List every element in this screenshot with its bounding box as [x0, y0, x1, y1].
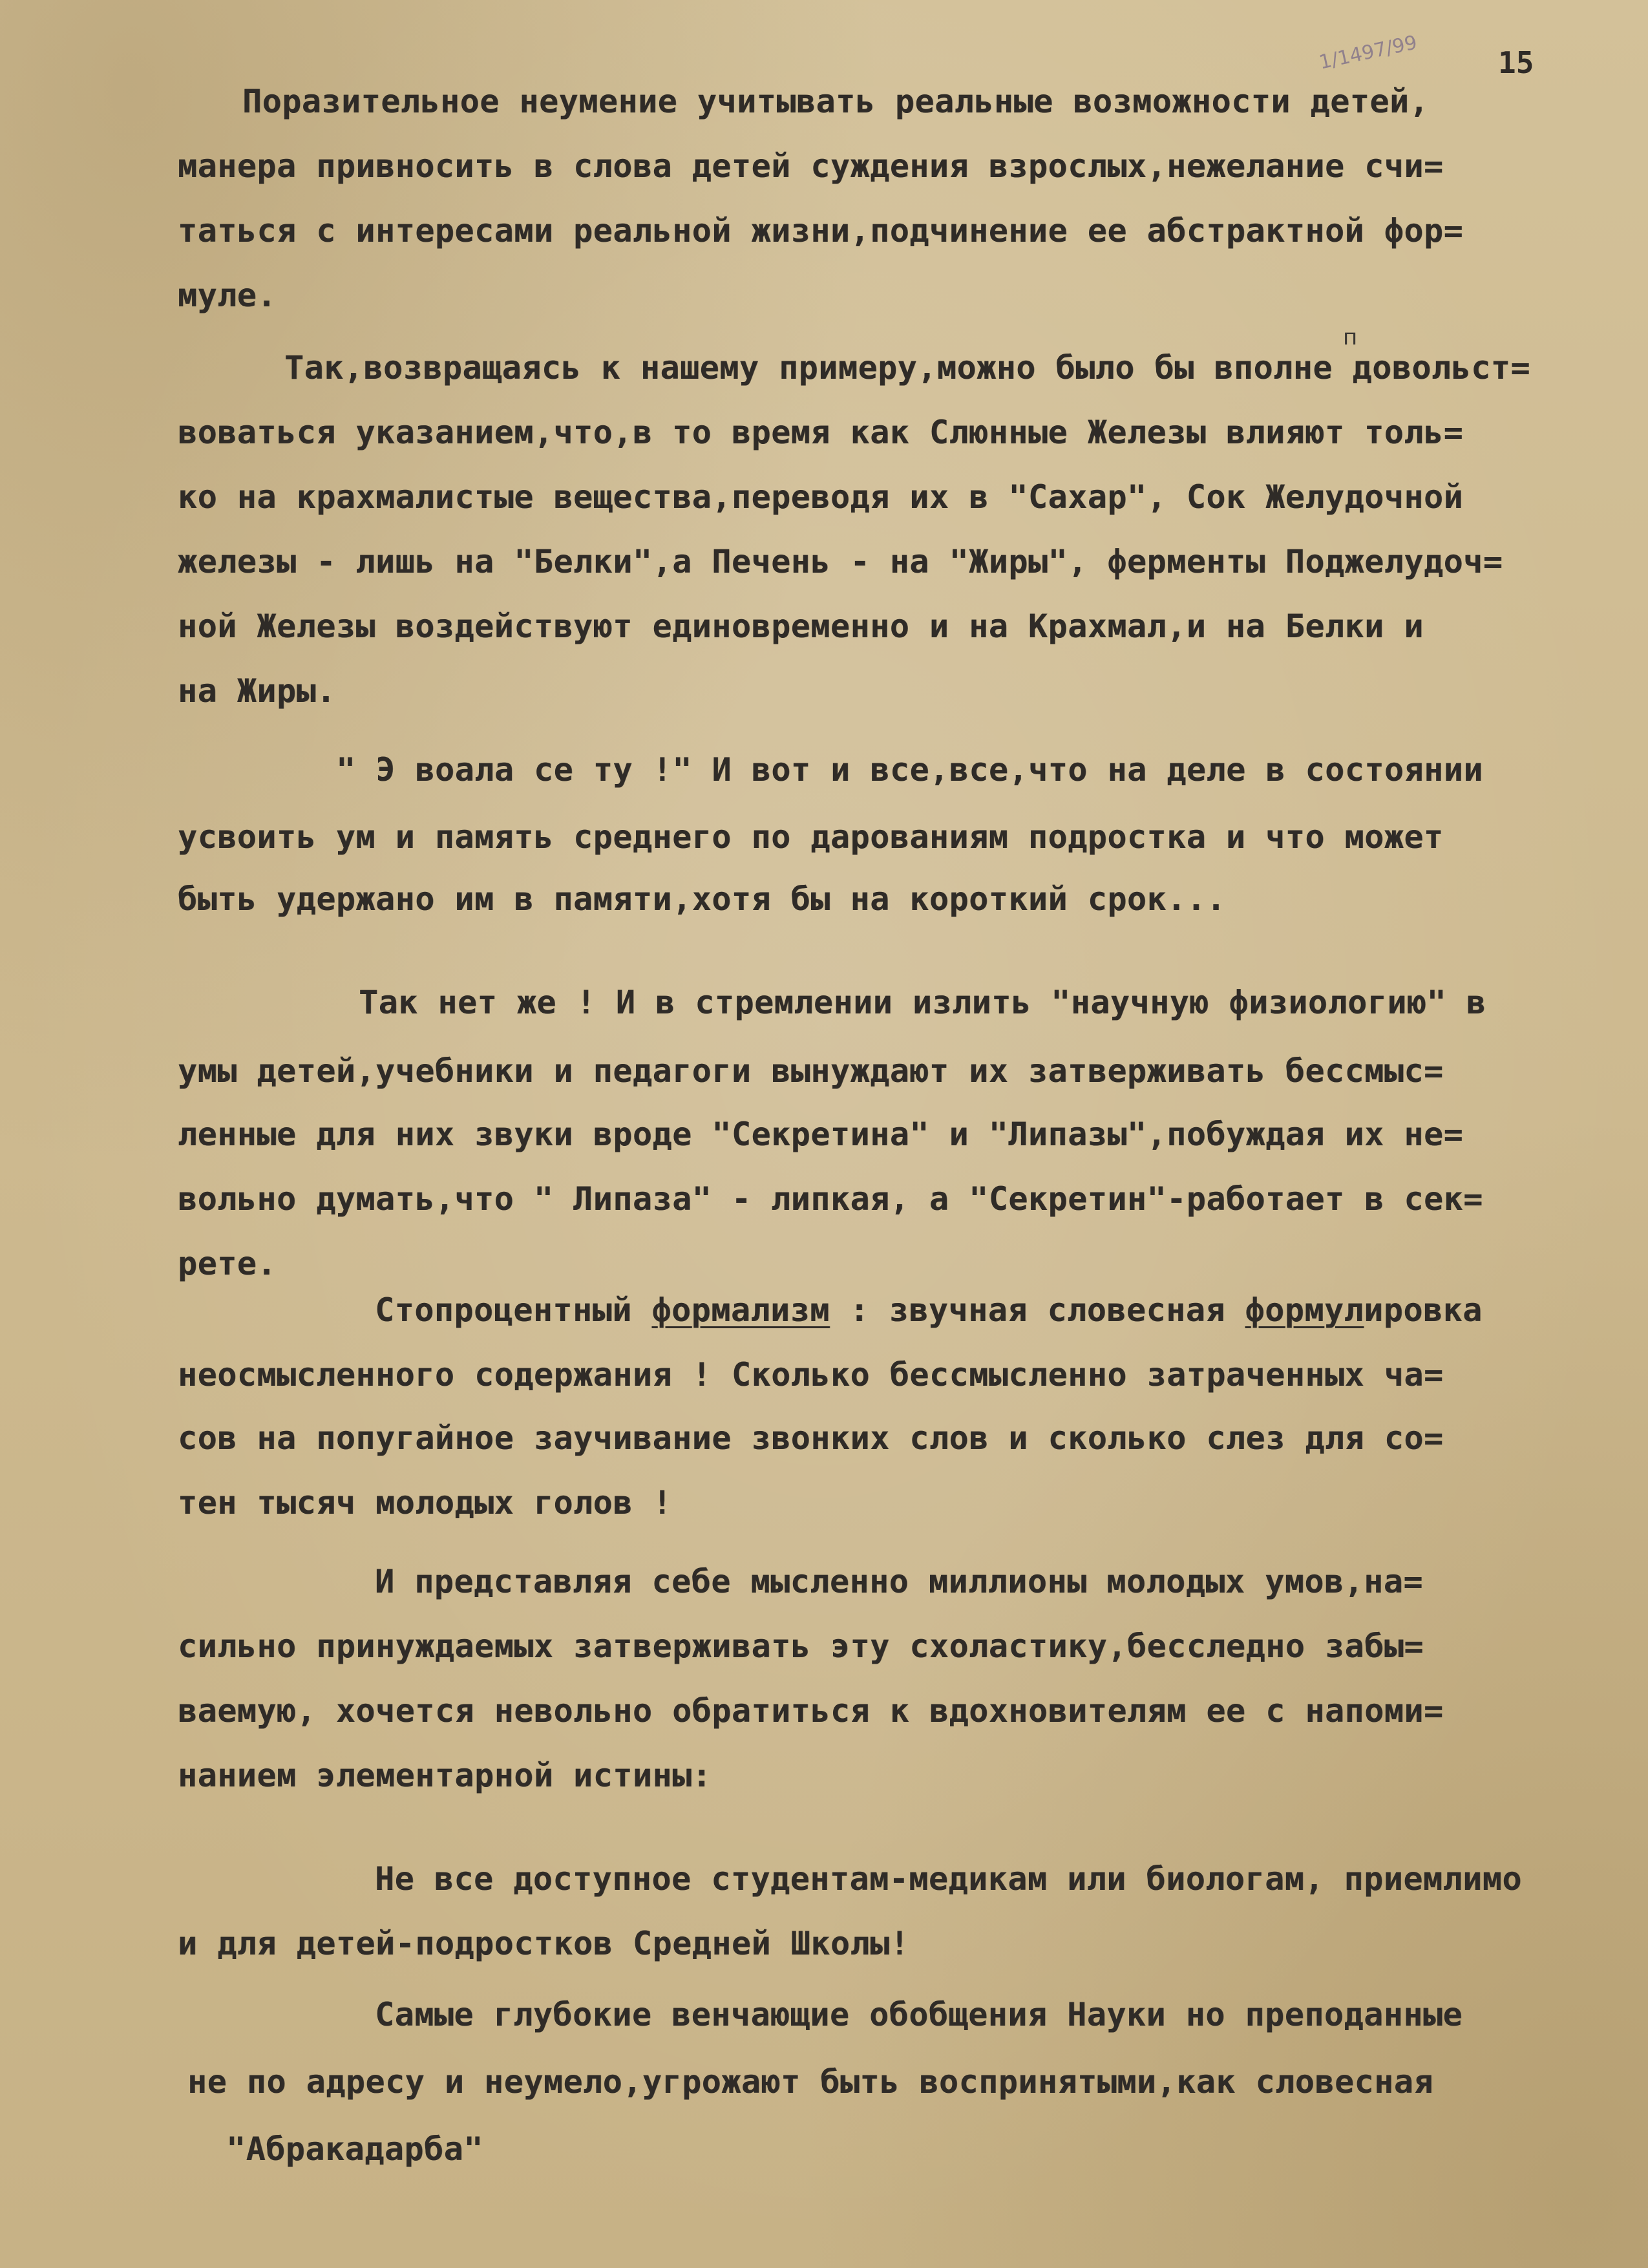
text-line-28: и для детей-подростков Средней Школы! [178, 1925, 910, 1962]
text-line-25: ваемую, хочется невольно обратиться к вдохновителям ее с напоми= [178, 1692, 1444, 1730]
text-line-4: муле. [178, 277, 277, 314]
archive-mark: 1/1497/99 [1317, 31, 1419, 74]
text-line-7: ко на крахмалистые вещества,переводя их в "Сахар", Сок Желудочной [178, 478, 1464, 516]
text-line-22: тен тысяч молодых голов ! [178, 1484, 673, 1521]
text-line-12: усвоить ум и память среднего по дарованиям подростка и что может [178, 818, 1444, 856]
underlined-word-formul: формул [1245, 1291, 1364, 1329]
text-line-29: Самые глубокие венчающие обобщения Науки но преподанные [375, 1996, 1463, 2033]
text-line-19: Стопроцентный формализм : звучная словесная формулировка [375, 1291, 1483, 1329]
text-line-27: Не все доступное студентам-медикам или биологам, приемлимо [375, 1860, 1522, 1898]
text-line-21: сов на попугайное заучивание звонких слов и сколько слез для со= [178, 1419, 1444, 1457]
handwritten-correction: п [1343, 324, 1358, 350]
text-line-17: вольно думать,что " Липаза" - липкая, а "Секретин"-работает в сек= [178, 1180, 1483, 1218]
text-line-5: Так,возвращаясь к нашему примеру,можно было бы вполне довольст= [284, 349, 1530, 387]
page-number: 15 [1498, 45, 1534, 80]
text-line-24: сильно принуждаемых затверживать эту схоластику,бесследно забы= [178, 1627, 1424, 1665]
text-line-8: железы - лишь на "Белки",а Печень - на "Жиры", ферменты Поджелудоч= [178, 543, 1503, 580]
text-line-11: " Э воала се ту !" И вот и все,все,что на деле в состоянии [336, 751, 1483, 789]
text-line-18: рете. [178, 1245, 277, 1282]
text-line-20: неосмысленного содержания ! Сколько бессмысленно затраченных ча= [178, 1356, 1444, 1394]
text-line-13: быть удержано им в памяти,хотя бы на короткий срок... [178, 880, 1226, 918]
text-line-31: "Абракадарба" [226, 2130, 483, 2168]
text-line-3: таться с интересами реальной жизни,подчинение ее абстрактной фор= [178, 212, 1464, 249]
text-line-23: И представляя себе мысленно миллионы молодых умов,на= [375, 1563, 1423, 1600]
text-line-2: манера привносить в слова детей суждения взрослых,нежелание счи= [178, 147, 1444, 185]
text-line-15: умы детей,учебники и педагоги вынуждают их затверживать бессмыс= [178, 1052, 1444, 1090]
text-line-9: ной Железы воздействуют единовременно и на Крахмал,и на Белки и [178, 608, 1424, 645]
text-line-1: Поразительное неумение учитывать реальные возможности детей, [242, 83, 1430, 120]
text-line-14: Так нет же ! И в стремлении излить "научную физиологию" в [359, 984, 1486, 1021]
underlined-word-formalism: формализм [651, 1291, 830, 1329]
text-line-16: ленные для них звуки вроде "Секретина" и "Липазы",побуждая их не= [178, 1116, 1464, 1153]
text-line-26: нанием элементарной истины: [178, 1757, 712, 1794]
text-line-30: не по адресу и неумело,угрожают быть воспринятыми,как словесная [187, 2063, 1433, 2101]
text-line-6: воваться указанием,что,в то время как Слюнные Железы влияют толь= [178, 414, 1464, 451]
text-line-10: на Жиры. [178, 672, 336, 710]
